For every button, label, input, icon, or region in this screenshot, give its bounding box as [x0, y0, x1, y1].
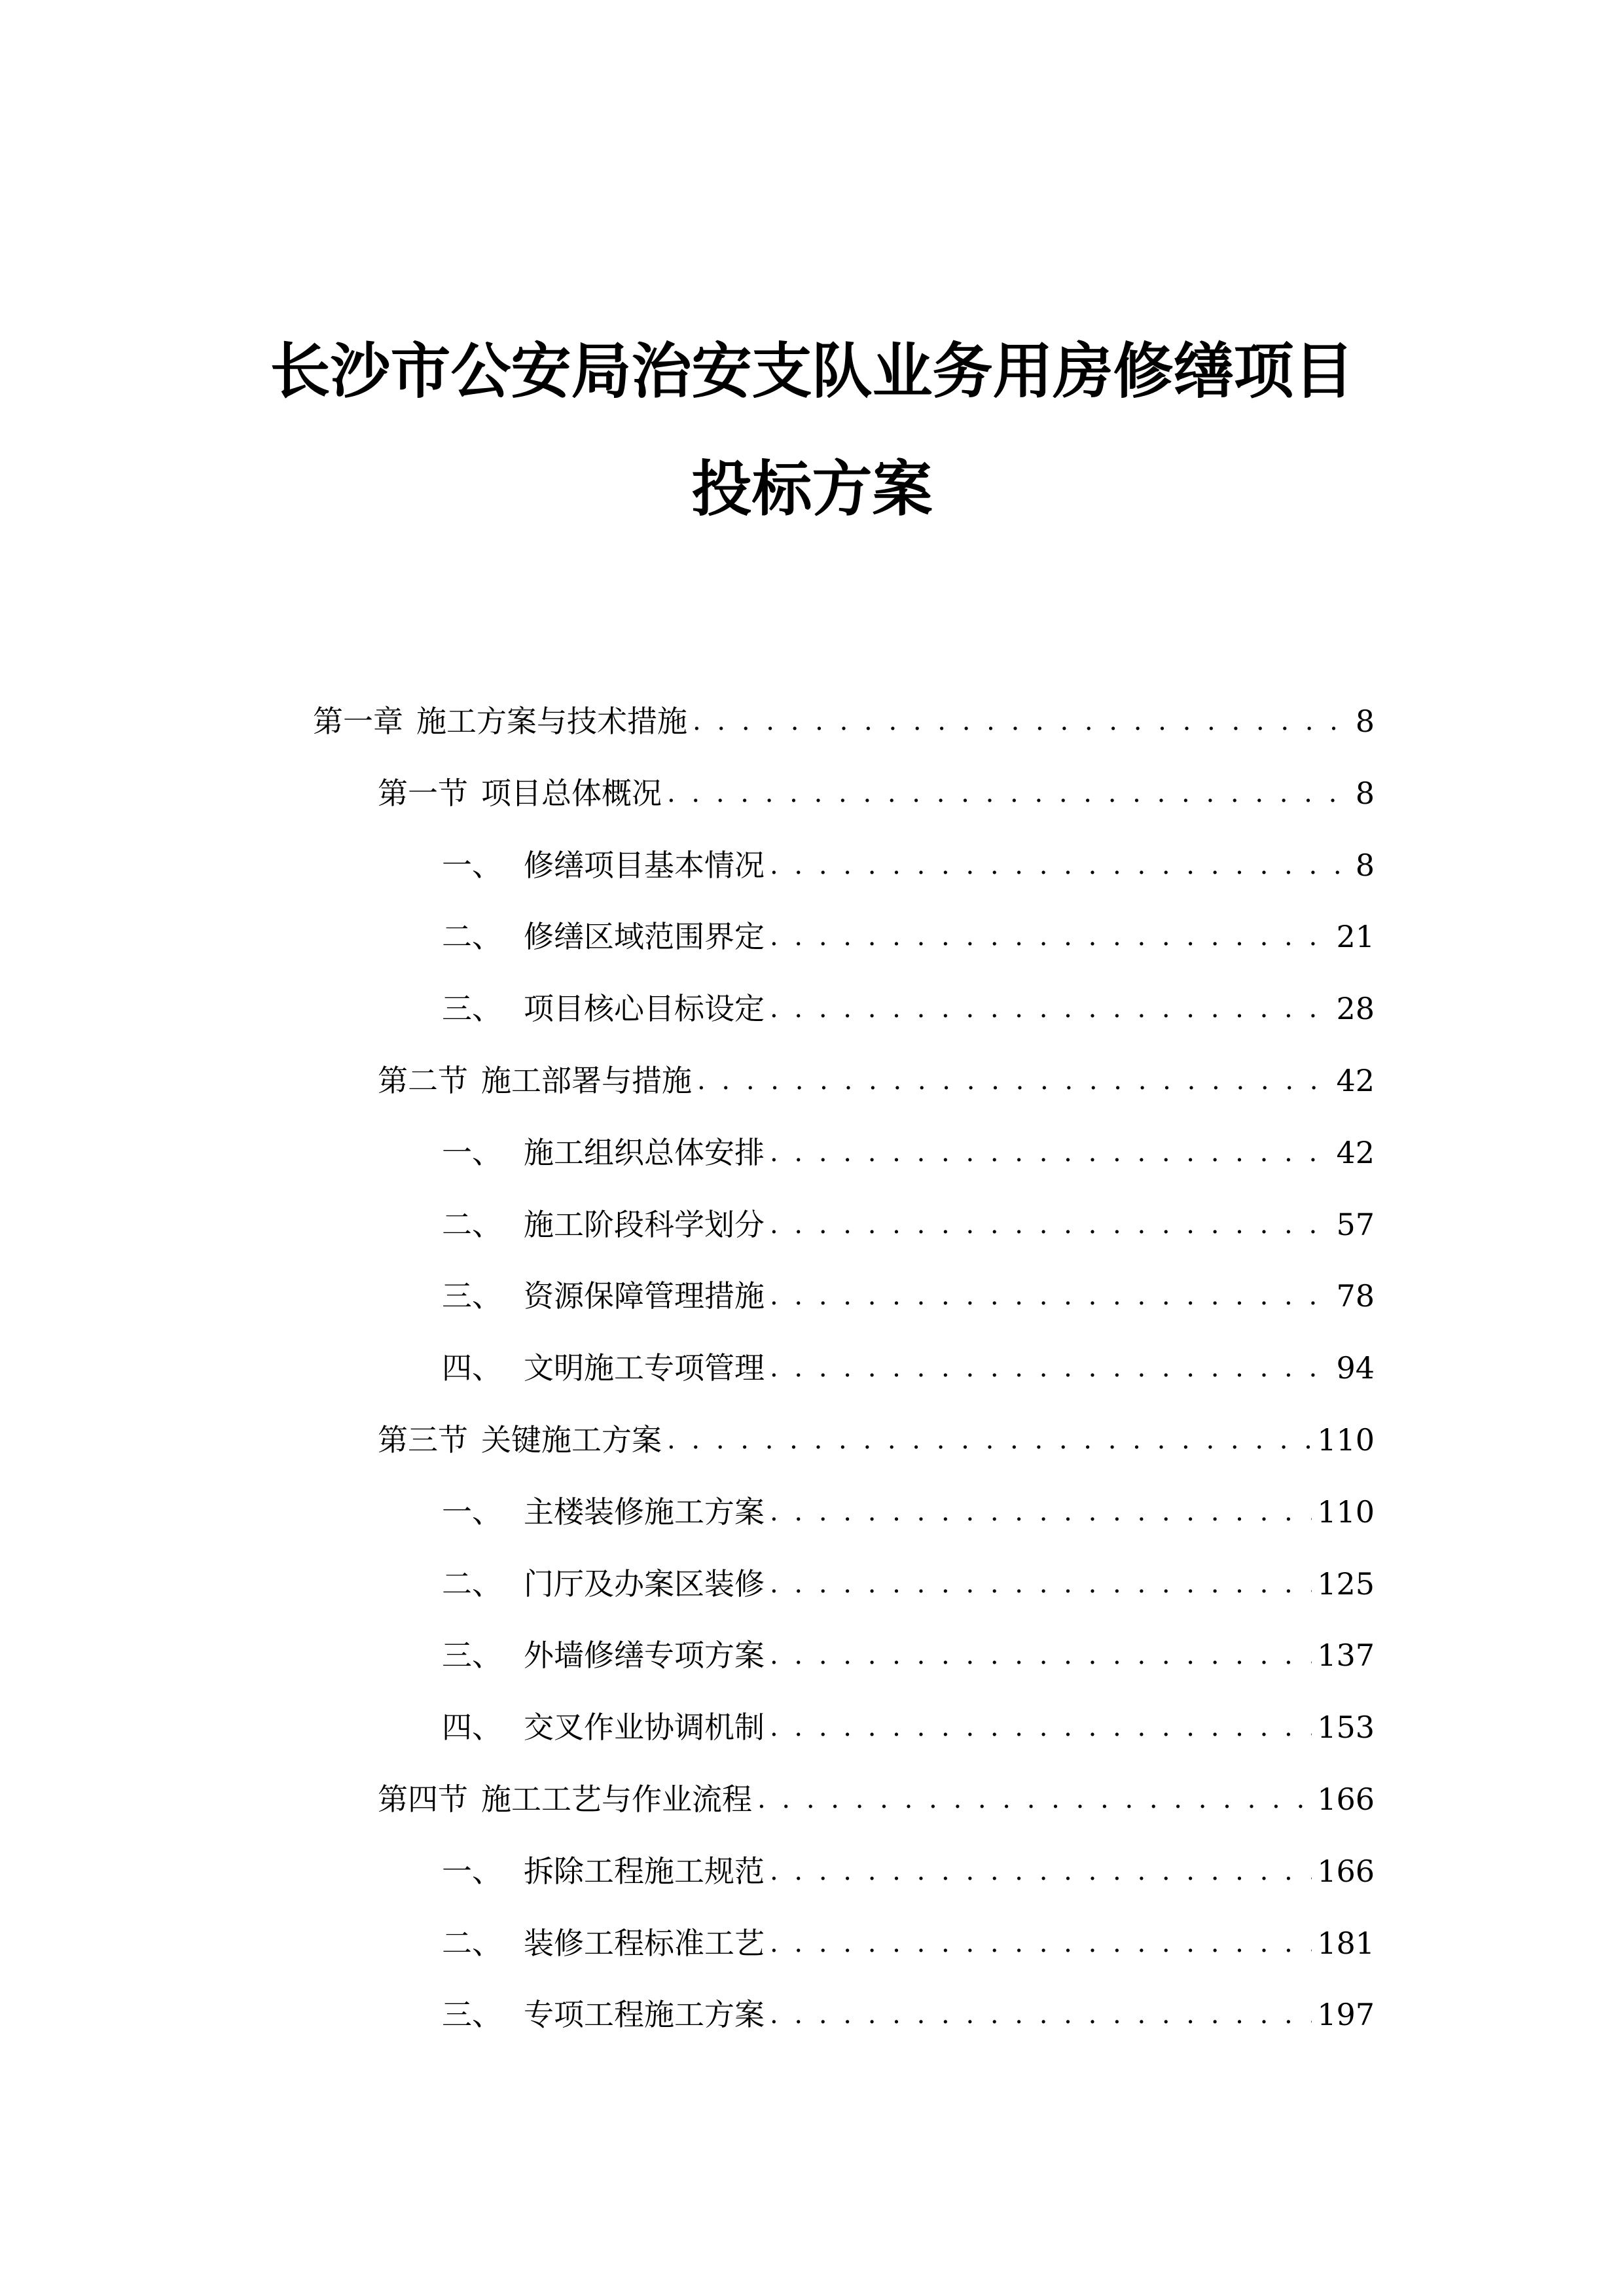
toc-entry-label: 文明施工专项管理 — [524, 1350, 765, 1386]
toc-entry-number: 二、 — [442, 1206, 502, 1242]
dot-leader — [770, 846, 1350, 885]
document-title-line1: 长沙市公安局治安支队业务用房修缮项目 — [270, 336, 1354, 406]
dot-leader — [697, 1061, 1331, 1100]
toc-entry[interactable] — [442, 1852, 1375, 1891]
toc-entry-page: 8 — [1355, 775, 1375, 811]
toc-entry[interactable] — [442, 1708, 1375, 1747]
toc-entry[interactable] — [442, 989, 1375, 1028]
toc-entry-page: 57 — [1336, 1206, 1375, 1242]
toc-entry-page: 197 — [1317, 1997, 1375, 2033]
toc-entry-label: 施工部署与措施 — [481, 1063, 692, 1098]
dot-leader — [770, 1133, 1331, 1172]
toc-entry-label: 施工组织总体安排 — [524, 1134, 765, 1170]
toc-entry-number: 三、 — [442, 1997, 502, 2033]
toc-entry[interactable] — [442, 1205, 1375, 1244]
dot-leader — [693, 702, 1350, 741]
toc-entry-label: 施工方案与技术措施 — [416, 704, 687, 739]
toc-entry-number: 四、 — [442, 1350, 502, 1386]
toc-entry-page: 8 — [1355, 847, 1375, 883]
dot-leader — [667, 1420, 1312, 1460]
toc-entry-label: 门厅及办案区装修 — [524, 1566, 765, 1602]
toc-entry-number: 二、 — [442, 1566, 502, 1602]
toc-entry-label: 拆除工程施工规范 — [524, 1853, 765, 1889]
toc-entry[interactable] — [442, 1995, 1375, 2034]
toc-entry-number: 二、 — [442, 919, 502, 955]
dot-leader — [770, 1924, 1312, 1963]
toc-entry[interactable] — [442, 1492, 1375, 1532]
toc-entry-number: 第三节 — [378, 1422, 468, 1458]
toc-entry-page: 78 — [1336, 1278, 1375, 1314]
toc-entry-label: 项目总体概况 — [481, 775, 662, 811]
toc-entry[interactable] — [442, 917, 1375, 956]
toc-entry[interactable] — [378, 1780, 1375, 1819]
dot-leader — [667, 774, 1350, 813]
toc-entry-number: 第二节 — [378, 1063, 468, 1098]
toc-entry-label: 专项工程施工方案 — [524, 1997, 765, 2033]
toc-entry-page: 94 — [1336, 1350, 1375, 1386]
toc-entry-number: 三、 — [442, 991, 502, 1027]
toc-entry-number: 一、 — [442, 847, 502, 883]
toc-entry-label: 资源保障管理措施 — [524, 1278, 765, 1314]
toc-entry-page: 110 — [1317, 1494, 1375, 1530]
dot-leader — [770, 1708, 1312, 1747]
toc-entry-number: 一、 — [442, 1134, 502, 1170]
dot-leader — [770, 1492, 1312, 1532]
toc-entry[interactable] — [442, 1133, 1375, 1172]
toc-entry[interactable] — [378, 774, 1375, 813]
toc-entry-label: 修缮项目基本情况 — [524, 847, 765, 883]
document-title-line2: 投标方案 — [691, 454, 933, 524]
toc-entry-number: 四、 — [442, 1710, 502, 1746]
toc-entry-page: 110 — [1317, 1422, 1375, 1458]
toc-entry-page: 181 — [1317, 1925, 1375, 1961]
toc-entry-label: 装修工程标准工艺 — [524, 1925, 765, 1961]
toc-entry-number: 第四节 — [378, 1782, 468, 1817]
toc-entry[interactable] — [378, 1420, 1375, 1460]
dot-leader — [770, 1852, 1312, 1891]
toc-entry-number: 二、 — [442, 1925, 502, 1961]
toc-entry-label: 施工工艺与作业流程 — [481, 1782, 752, 1817]
toc-entry-page: 28 — [1336, 991, 1375, 1027]
toc-entry[interactable] — [442, 1348, 1375, 1388]
toc-entry-number: 一、 — [442, 1494, 502, 1530]
toc-entry-number: 三、 — [442, 1638, 502, 1674]
dot-leader — [770, 1276, 1331, 1316]
toc-entry-number: 第一章 — [313, 704, 403, 739]
toc-entry-page: 8 — [1355, 704, 1375, 739]
toc-entry[interactable] — [442, 1564, 1375, 1604]
toc-entry-label: 外墙修缮专项方案 — [524, 1638, 765, 1674]
toc-entry-page: 42 — [1336, 1063, 1375, 1098]
toc-entry-page: 21 — [1336, 919, 1375, 955]
toc-entry-number: 第一节 — [378, 775, 468, 811]
dot-leader — [770, 917, 1331, 956]
dot-leader — [770, 1995, 1312, 2034]
toc-entry[interactable] — [442, 1276, 1375, 1316]
toc-entry-page: 153 — [1317, 1710, 1375, 1746]
toc-entry-label: 项目核心目标设定 — [524, 991, 765, 1027]
dot-leader — [770, 1636, 1312, 1675]
dot-leader — [757, 1780, 1312, 1819]
toc-entry-page: 125 — [1317, 1566, 1375, 1602]
dot-leader — [770, 1205, 1331, 1244]
toc-entry-label: 修缮区域范围界定 — [524, 919, 765, 955]
toc-entry-page: 137 — [1317, 1638, 1375, 1674]
toc-entry-label: 施工阶段科学划分 — [524, 1206, 765, 1242]
toc-entry-label: 交叉作业协调机制 — [524, 1710, 765, 1746]
toc-entry-page: 166 — [1317, 1782, 1375, 1817]
toc-entry-page: 42 — [1336, 1134, 1375, 1170]
toc-entry[interactable] — [442, 1636, 1375, 1675]
dot-leader — [770, 989, 1331, 1028]
toc-entry-page: 166 — [1317, 1853, 1375, 1889]
toc-entry[interactable] — [442, 1924, 1375, 1963]
toc-entry-label: 主楼装修施工方案 — [524, 1494, 765, 1530]
toc-entry-number: 一、 — [442, 1853, 502, 1889]
dot-leader — [770, 1564, 1312, 1604]
toc-entry[interactable] — [313, 702, 1375, 741]
toc-entry-number: 三、 — [442, 1278, 502, 1314]
toc-entry[interactable] — [378, 1061, 1375, 1100]
dot-leader — [770, 1348, 1331, 1388]
toc-entry[interactable] — [442, 846, 1375, 885]
toc-entry-label: 关键施工方案 — [481, 1422, 662, 1458]
